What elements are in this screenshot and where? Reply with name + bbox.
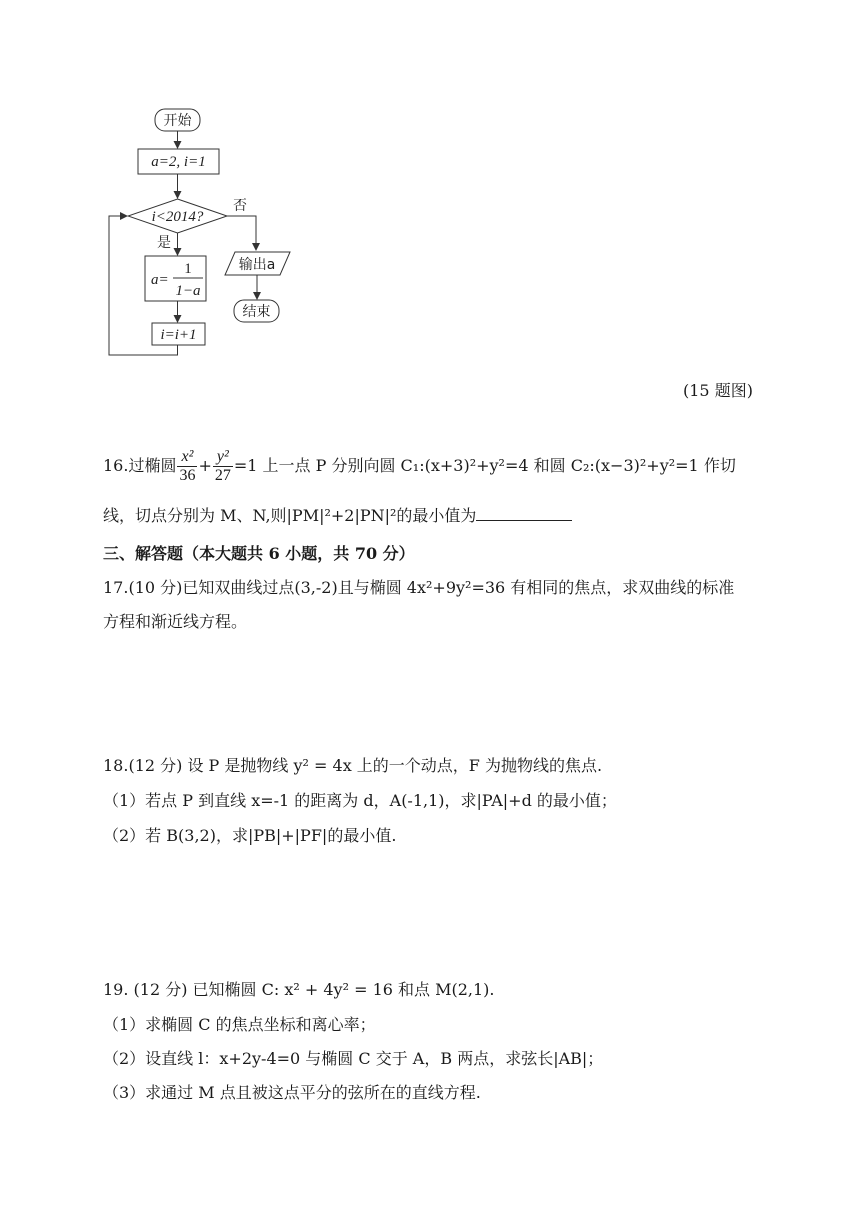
section-heading: 三、解答题（本大题共 6 小题，共 70 分）: [103, 544, 415, 563]
yes-label: 是: [157, 235, 171, 251]
answer-blank: [476, 506, 572, 521]
end-label: 结束: [242, 304, 271, 320]
question-19-line3: （2）设直线 l：x+2y-4=0 与椭圆 C 交于 A，B 两点，求弦长|AB|；: [103, 1049, 604, 1068]
question-16-line2: [103, 503, 572, 526]
assign-numerator: 1: [184, 261, 192, 277]
q16-prefix: 16.过椭圆: [103, 456, 177, 475]
increment-label: i=i+1: [160, 327, 197, 343]
init-label: a=2, i=1: [151, 154, 206, 170]
output-label: 输出a: [238, 257, 276, 273]
question-19-line2: （1）求椭圆 C 的焦点坐标和离心率；: [103, 1015, 376, 1034]
condition-label: i<2014?: [151, 209, 204, 225]
assign-denominator: 1−a: [175, 283, 201, 299]
start-label: 开始: [163, 113, 192, 129]
q16-frac2-den: 27: [214, 467, 231, 484]
assign-prefix: a=: [151, 272, 169, 288]
q16-frac2-num: y²: [213, 448, 233, 467]
question-18-line2: （1）若点 P 到直线 x=-1 的距离为 d，A(-1,1)，求|PA|+d 的最小值；: [103, 791, 617, 810]
question-17-line2: 方程和渐近线方程。: [103, 612, 248, 631]
q16-line2-text: 线，切点分别为 M、N,则|PM|²+2|PN|²的最小值为: [103, 506, 477, 525]
question-17-line1: 17.(10 分)已知双曲线过点(3,-2)且与椭圆 4x²+9y²=36 有相同的焦点，求双曲线的标准: [103, 578, 735, 597]
q16-frac1-num: x²: [177, 448, 197, 467]
q16-frac1-den: 36: [179, 467, 196, 484]
question-18-line1: 18.(12 分) 设 P 是抛物线 y² = 4x 上的一个动点，F 为抛物线的焦点.: [103, 756, 603, 775]
q16-part-a: =1 上一点 P 分别向圆 C₁:(x+3)²+y²=4 和圆 C₂:(x−3)²+y²=1 作切: [233, 456, 736, 475]
figure-caption: (15 题图): [683, 381, 753, 400]
question-19-line4: （3）求通过 M 点且被这点平分的弦所在的直线方程.: [103, 1083, 481, 1102]
q16-fraction-x: [177, 448, 197, 485]
q16-fraction-y: [213, 448, 233, 485]
no-label: 否: [233, 198, 247, 214]
question-18-line3: （2）若 B(3,2)，求|PB|+|PF|的最小值.: [103, 826, 397, 845]
question-16-line1: 16.过椭圆 $\frac{\text{x²}}{36}$ + $\frac{\text{y²}}{27}$ =1 上一点 P 分别向圆 C₁:(x+3)²+y²=4 和圆 C₂:(x−3)²+y²=1 作切: [103, 448, 736, 484]
flowchart: [100, 100, 320, 365]
question-19-line1: 19. (12 分) 已知椭圆 C: x² + 4y² = 16 和点 M(2,1).: [103, 980, 495, 999]
